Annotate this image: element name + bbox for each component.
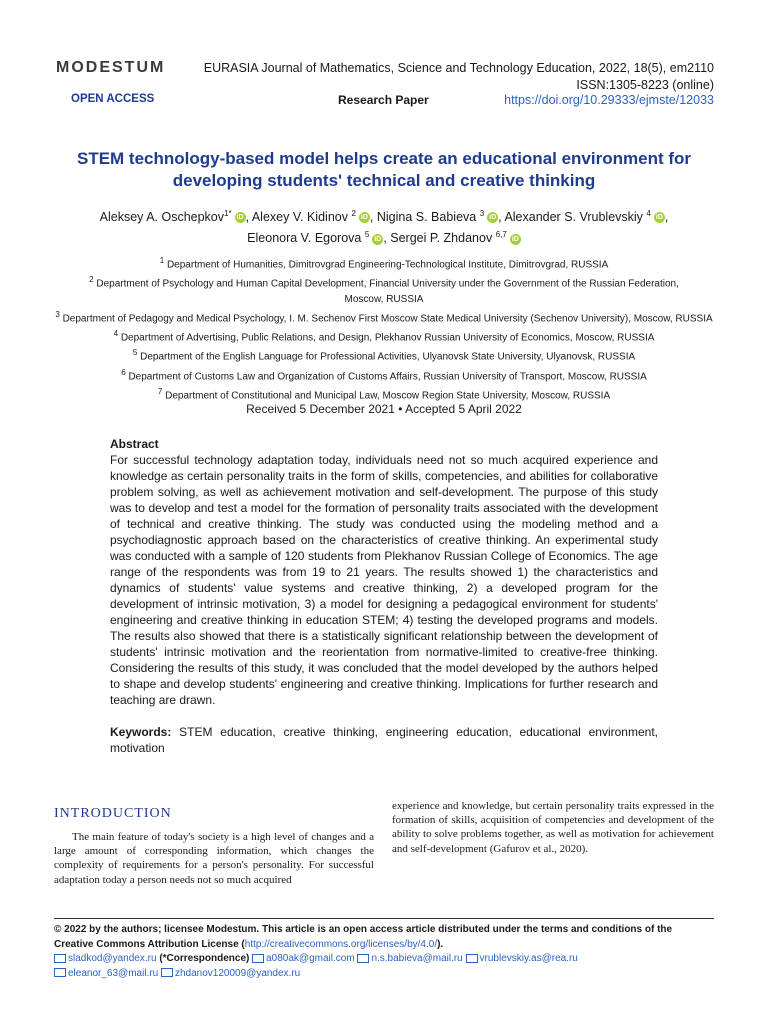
affiliation: $^2$ Department of Psychology and Human Capital Development, Financial University under the Government of the Russian Federation, Moscow, RUSSIA <box>89 275 679 305</box>
journal-info <box>204 60 714 94</box>
keywords <box>110 724 658 756</box>
correspondence-label: (*Correspondence) <box>159 953 250 964</box>
license-notice: © 2022 by the authors; licensee Modestum. This article is an open access article distributed under the terms and conditions of the Creative Commons Attribution License (http://creativecommons.org/licenses/by/4.0/). <box>54 924 673 950</box>
email-icon <box>54 954 66 963</box>
keywords-list: STEM education, creative thinking, engineering education, educational environment, motivation <box>110 725 658 755</box>
journal-citation: EURASIA Journal of Mathematics, Science and Technology Education, 2022, 18(5), em2110 <box>203 61 714 75</box>
email-link[interactable]: vrublevskiy.as@rea.ru <box>479 953 578 964</box>
affiliations <box>40 253 728 403</box>
introduction-column-right: experience and knowledge, but certain personality traits expressed in the formation of skills, acquisition of competencies and development of the ability to solve problems together, as well as motivation for achievement and self-development (Gafurov et al., 2020). <box>392 800 714 855</box>
abstract-text: For successful technology adaptation today, individuals need not so much acquired experience and knowledge as certain personality traits in the form of skills, competencies, and abilities for collaborative problem solving, as well as achievement motivation and self-development. The purpose of this study was to develop and test a model for the formation of personality traits associated with the development of technical and creative thinking. The study was conducted using the modeling method and a psychodiagnostic approach based on the characteristics of creative thinking. An experimental study was conducted with a sample of 120 students from Plekhanov Russian College of Economics. The age range of the respondents was from 19 to 21 years. The results showed 1) the characteristics and dynamics of students' value systems and creative thinking, 2) a developed program for the development of intrinsic motivation, 3) a model for designing a pedagogical environment for students' engineering and creative thinking in education STEM; 4) testing the developed programs and models. The results also showed that there is a statistically significant relationship between the development of students' intrinsic motivation and the reorientation from normative-limited to creative-free thinking. Considering the results of this study, it was concluded that the model developed by the authors helped to shape and develop students' engineering and creative thinking. Implications for further research and teaching are drawn. <box>110 453 658 707</box>
orcid-icon[interactable]: iD <box>374 235 382 243</box>
orcid-icon[interactable]: iD <box>236 214 244 222</box>
email-link[interactable]: zhdanov120009@yandex.ru <box>174 967 301 979</box>
affiliation: $^6$ Department of Customs Law and Organization of Customs Affairs, Russian University of Transport, Moscow, RUSSIA <box>121 367 647 382</box>
publisher-logo: MODESTUM <box>56 59 166 76</box>
keywords-label: Keywords: <box>110 725 172 739</box>
author[interactable]: Alexander S. Vrublevskiy $^4$ iD <box>504 209 663 225</box>
affiliation: $^1$ Department of Humanities, Dimitrovgrad Engineering-Technological Institute, Dimitrovgrad, RUSSIA <box>159 256 609 271</box>
email-icon <box>161 968 173 977</box>
email-icon <box>54 968 66 977</box>
footer-divider <box>54 918 714 919</box>
license-link[interactable]: http://creativecommons.org/licenses/by/4.0/ <box>244 938 438 950</box>
received-accepted-dates: Received 5 December 2021 • Accepted 5 April 2022 <box>246 402 522 416</box>
orcid-icon[interactable]: iD <box>511 235 519 243</box>
email-link[interactable]: sladkod@yandex.ru <box>68 953 157 964</box>
email-link[interactable]: a080ak@gmail.com <box>266 953 355 964</box>
email-list <box>54 952 714 981</box>
affiliation: $^4$ Department of Advertising, Public Relations, and Design, Plekhanov Russian University of Economics, Moscow, RUSSIA <box>113 328 655 344</box>
email-link[interactable]: eleanor_63@mail.ru <box>68 967 159 979</box>
paper-type: Research Paper <box>338 93 429 107</box>
abstract-heading: Abstract <box>110 437 159 451</box>
journal-issn: ISSN:1305-8223 (online) <box>576 78 714 92</box>
abstract <box>110 436 658 756</box>
affiliation: $^5$ Department of the English Language for Professional Activities, Ulyanovsk State University, Ulyanovsk, RUSSIA <box>132 348 636 363</box>
affiliation: $^7$ Department of Constitutional and Municipal Law, Moscow Region State University, Moscow, RUSSIA <box>157 386 611 402</box>
paper-title: STEM technology-based model helps create an educational environment for developing students' technical and creative thinking <box>76 149 691 190</box>
introduction-heading: INTRODUCTION <box>54 806 172 821</box>
introduction-column-left: The main feature of today's society is a high level of changes and a large amount of corresponding information, which changes the complexity of requirements for a person's personality. For successful adaptation today a person needs not so much acquired <box>54 831 374 886</box>
orcid-icon[interactable]: iD <box>655 214 663 222</box>
doi-link[interactable]: https://doi.org/10.29333/ejmste/12033 <box>504 93 714 107</box>
orcid-icon[interactable]: iD <box>489 214 497 222</box>
author[interactable]: Nigina S. Babieva $^3$ iD <box>376 209 497 225</box>
email-icon <box>252 954 264 963</box>
author[interactable]: Eleonora V. Egorova $^5$ iD <box>247 230 382 246</box>
open-access-label: OPEN ACCESS <box>71 93 155 105</box>
affiliation: $^3$ Department of Pedagogy and Medical Psychology, I. M. Sechenov First Moscow State Medical University (Sechenov University), Moscow, RUSSIA <box>55 309 713 324</box>
license-footer <box>54 923 714 981</box>
author[interactable]: Sergei P. Zhdanov $^{6,7}$ iD <box>390 230 519 246</box>
email-icon <box>357 954 369 963</box>
author[interactable]: Alexey V. Kidinov $^2$ iD <box>251 209 368 225</box>
orcid-icon[interactable]: iD <box>360 214 368 222</box>
email-icon <box>466 954 478 963</box>
author-list: Aleksey A. Oschepkov$^{1*}$ iD , Alexey V. Kidinov $^2$ iD , Nigina S. Babieva $^3$ iD , Alexander S. Vrublevskiy $^4$ iD , Eleonora V. Egorova $^5$ iD , Sergei P. Zhdanov $^{6,7}$ iD <box>99 209 669 246</box>
author[interactable]: Aleksey A. Oschepkov$^{1*}$ iD <box>99 209 244 225</box>
email-link[interactable]: n.s.babieva@mail.ru <box>371 953 463 964</box>
